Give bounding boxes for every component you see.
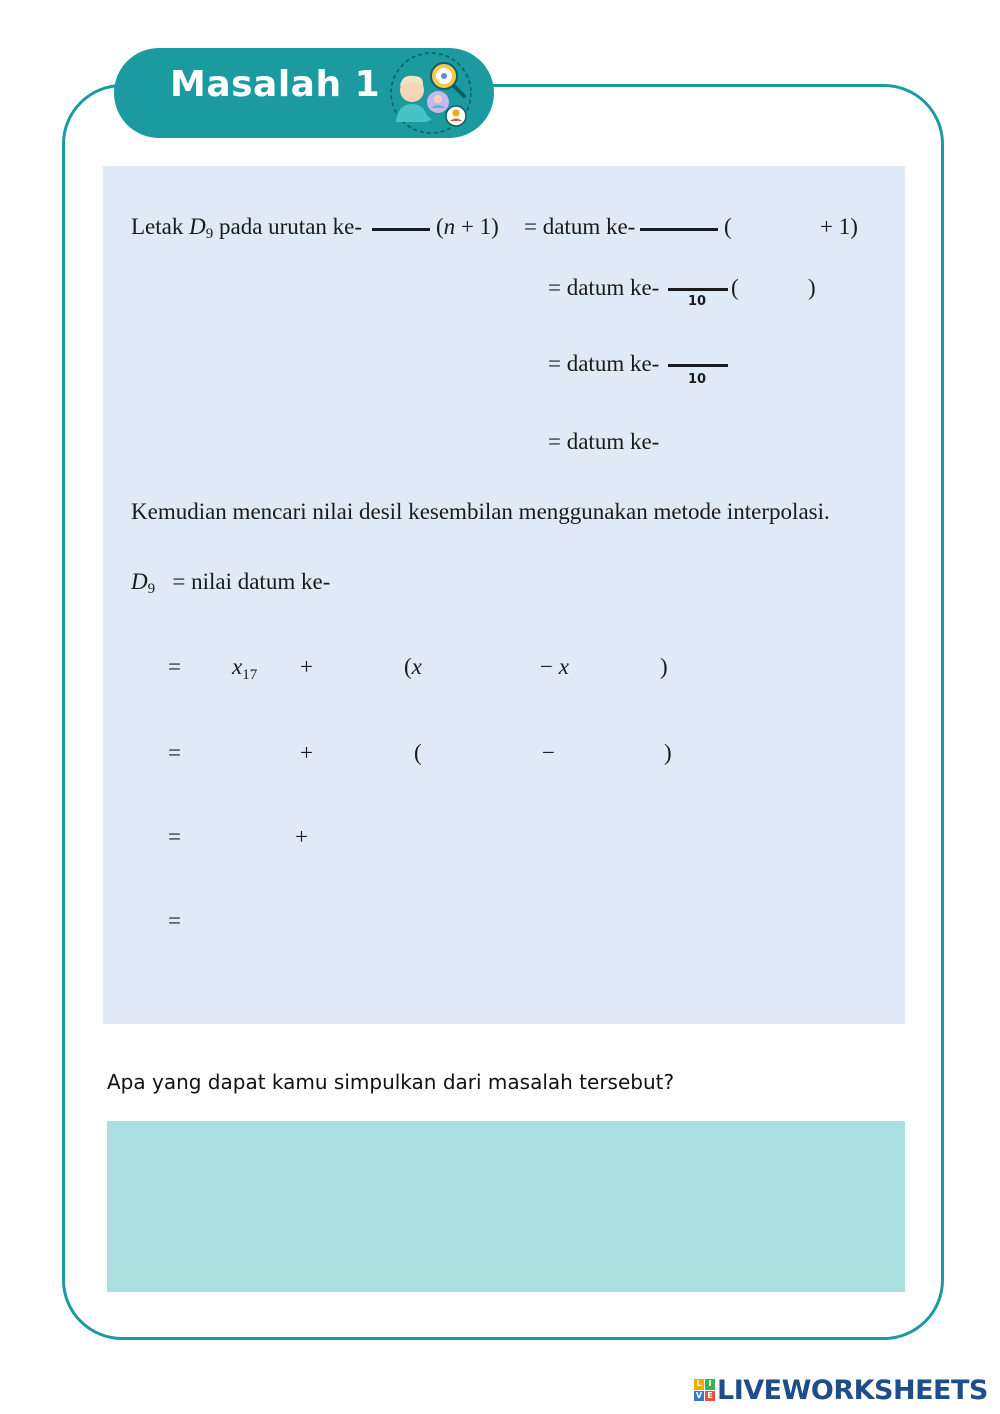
step1-close: ) — [660, 654, 668, 679]
step2-plus: + — [300, 740, 313, 765]
step2-close: ) — [664, 740, 672, 765]
datum-label-3: = datum ke- — [548, 351, 660, 376]
fraction-blank-2[interactable] — [640, 228, 718, 231]
plus-one-label: + 1) — [820, 214, 858, 239]
logo-letter: L — [694, 1379, 704, 1390]
step1-open-x: (x — [404, 654, 422, 679]
close-paren-2: ) — [808, 275, 816, 300]
step1-minus-x: − x — [540, 654, 569, 679]
step1-x17: $x_{17}$ — [232, 654, 258, 683]
step2-open: ( — [414, 740, 422, 765]
page-title: Masalah 1 — [170, 64, 381, 105]
denominator-10-b: 10 — [688, 372, 707, 387]
denominator-10-a: 10 — [688, 294, 707, 309]
conclusion-question: Apa yang dapat kamu simpulkan dari masalah tersebut? — [107, 1070, 675, 1094]
open-paren-1: ( — [724, 214, 732, 239]
people-search-illustration-icon — [388, 50, 474, 136]
d9-value-label: $D_9$ = nilai datum ke- — [131, 569, 331, 597]
datum-label-4: = datum ke- — [548, 429, 660, 454]
fraction-blank-4[interactable] — [668, 364, 728, 367]
step2-minus: − — [542, 740, 555, 765]
logo-letter: E — [705, 1391, 715, 1402]
logo-letter: I — [705, 1379, 715, 1390]
liveworksheets-logo-icon — [694, 1379, 714, 1401]
datum-label-1: = datum ke- — [524, 214, 636, 239]
step2-equals: = — [168, 740, 181, 765]
conclusion-answer-field[interactable] — [107, 1121, 905, 1292]
step1-equals: = — [168, 654, 181, 679]
step3-plus: + — [295, 824, 308, 849]
step3-equals: = — [168, 824, 181, 849]
interpolation-instruction: Kemudian mencari nilai desil kesembilan menggunakan metode interpolasi. — [131, 499, 830, 524]
fraction-blank-3[interactable] — [668, 288, 728, 291]
fraction-blank-1[interactable] — [372, 228, 430, 231]
logo-letter: V — [695, 1390, 703, 1400]
open-paren-2: ( — [731, 275, 739, 300]
d9-position-label: Letak $D_9$ pada urutan ke- — [131, 214, 363, 242]
step1-plus: + — [300, 654, 313, 679]
brand-footer — [694, 1372, 988, 1408]
n-plus-one-expression: (n + 1) — [436, 214, 499, 239]
datum-label-2: = datum ke- — [548, 275, 660, 300]
step4-equals: = — [168, 908, 181, 933]
brand-name: LIVEWORKSHEETS — [717, 1374, 988, 1406]
